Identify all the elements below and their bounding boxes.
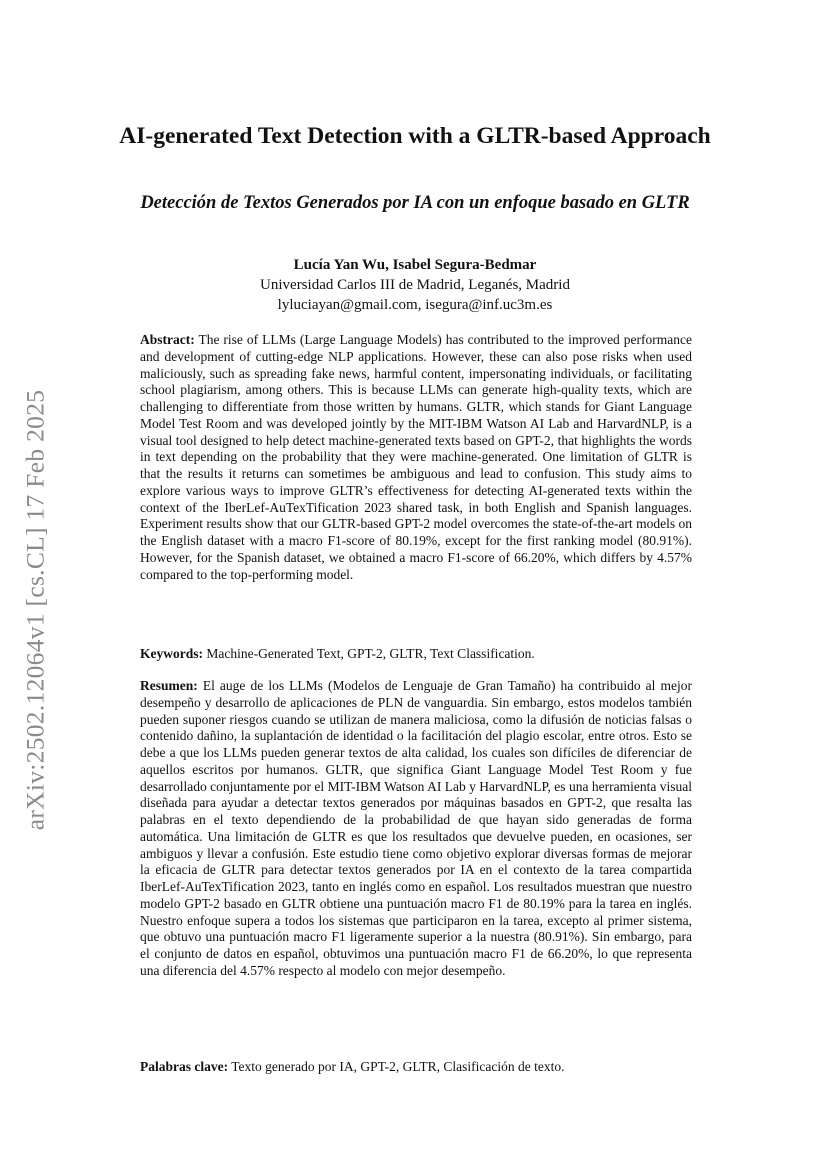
author-names: Lucía Yan Wu, Isabel Segura-Bedmar bbox=[293, 257, 537, 273]
author-emails: lyluciayan@gmail.com, isegura@inf.uc3m.es bbox=[277, 297, 553, 313]
paper-title: AI-generated Text Detection with a GLTR-based Approach bbox=[119, 123, 711, 149]
abstract-paragraph bbox=[140, 332, 692, 583]
keywords-label: Keywords: bbox=[140, 646, 203, 661]
palabras-clave-text: Texto generado por IA, GPT-2, GLTR, Clasificación de texto. bbox=[231, 1059, 565, 1074]
author-block bbox=[100, 255, 730, 315]
abstract-text: The rise of LLMs (Large Language Models) has contributed to the improved performance and development of cutting-edge NLP applications. However, these can also pose risks when used maliciously, such as spreading fake news, harmful content, impersonating individuals, or facilitating school plagiarism, among others. This is because LLMs can generate high-quality texts, which are challenging to differentiate from those written by humans. GLTR, which stands for Giant Language Model Test Room and was developed jointly by the MIT-IBM Watson AI Lab and HarvardNLP, is a visual tool designed to help detect machine-generated texts based on GPT-2, that highlights the words in text depending on the probability that they were machine-generated. One limitation of GLTR is that the results it returns can sometimes be ambiguous and lead to confusion. This study aims to explore various ways to improve GLTR’s effectiveness for detecting AI-generated texts within the context of the IberLef-AuTexTification 2023 shared task, in both English and Spanish languages. Experiment results show that our GLTR-based GPT-2 model overcomes the state-of-the-art models on the English dataset with a macro F1-score of 80.19%, except for the first ranking model (80.91%). However, for the Spanish dataset, we obtained a macro F1-score of 66.20%, which differs by 4.57% compared to the top-performing model. bbox=[140, 332, 692, 582]
palabras-clave-paragraph bbox=[140, 1059, 692, 1076]
arxiv-id-text: arXiv:2502.12064v1 [cs.CL] 17 Feb 2025 bbox=[20, 389, 50, 831]
author-affiliation: Universidad Carlos III de Madrid, Leganés, Madrid bbox=[260, 277, 570, 293]
arxiv-identifier-stamp bbox=[14, 365, 56, 855]
keywords-text: Machine-Generated Text, GPT-2, GLTR, Text Classification. bbox=[206, 646, 535, 661]
paper-subtitle-spanish: Detección de Textos Generados por IA con un enfoque basado en GLTR bbox=[140, 193, 690, 213]
resumen-text: El auge de los LLMs (Modelos de Lenguaje de Gran Tamaño) ha contribuido al mejor desempeño y desarrollo de aplicaciones de PLN de vanguardia. Sin embargo, estos modelos también pueden suponer riesgos cuando se utilizan de manera maliciosa, como la difusión de noticias falsas o contenido dañino, la suplantación de identidad o la facilitación del plagio escolar, entre otros. Esto se debe a que los LLMs pueden generar textos de alta calidad, los cuales son difíciles de diferenciar de aquellos escritos por humanos. GLTR, que significa Giant Language Model Test Room y fue desarrollado conjuntamente por el MIT-IBM Watson AI Lab y HarvardNLP, es una herramienta visual diseñada para ayudar a detectar textos generados por máquinas basados en GPT-2, que resalta las palabras en el texto dependiendo de la probabilidad de que hayan sido generadas de forma automática. Una limitación de GLTR es que los resultados que devuelve pueden, en ocasiones, ser ambiguos y llevar a confusión. Este estudio tiene como objetivo explorar diversas formas de mejorar la eficacia de GLTR para detectar textos generados por IA en el contexto de la tarea compartida IberLef-AuTexTification 2023, tanto en inglés como en español. Los resultados muestran que nuestro modelo GPT-2 basado en GLTR obtiene una puntuación macro F1 de 80.19% para la tarea en inglés. Nuestro enfoque supera a todos los sistemas que participaron en la tarea, excepto al primer sistema, que obtuvo una puntuación macro F1 ligeramente superior a la nuestra (80.91%). Sin embargo, para el conjunto de datos en español, obtuvimos una puntuación macro F1 de 66.20%, lo que representa una diferencia del 4.57% respecto al modelo con mejor desempeño. bbox=[140, 678, 693, 978]
resumen-label: Resumen: bbox=[140, 678, 198, 693]
palabras-clave-label: Palabras clave: bbox=[140, 1059, 229, 1074]
resumen-paragraph bbox=[140, 678, 692, 980]
keywords-paragraph bbox=[140, 646, 692, 663]
abstract-label: Abstract: bbox=[140, 332, 195, 347]
